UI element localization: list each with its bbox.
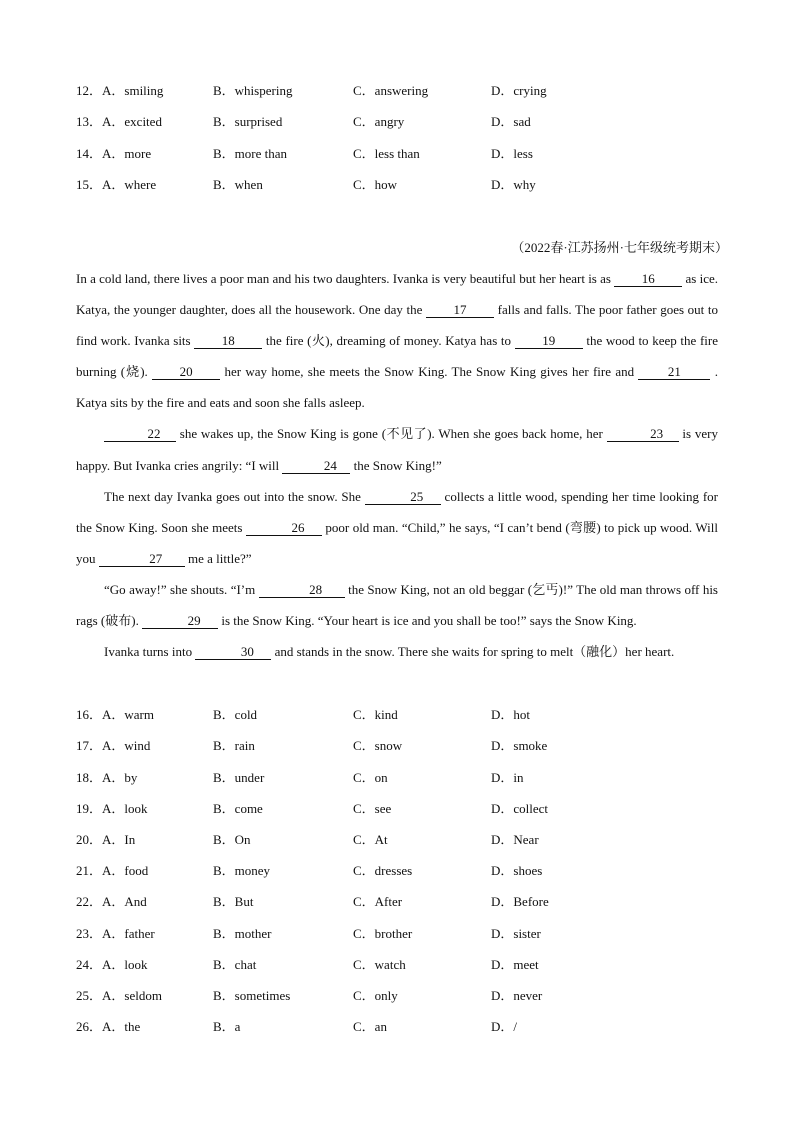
question-21-option-b: B．money xyxy=(213,863,271,878)
question-row-17 xyxy=(0,736,794,756)
question-25-option-c: C．only xyxy=(353,988,398,1003)
question-23-option-a: 23．A．father xyxy=(76,926,155,941)
question-14-option-c: C．less than xyxy=(353,146,420,161)
question-26-option-d: D．/ xyxy=(491,1019,518,1034)
question-20-option-b: B．On xyxy=(213,832,251,847)
question-13-option-d: D．sad xyxy=(491,114,531,129)
question-17-option-c: C．snow xyxy=(353,738,403,753)
passage-paragraph-4: “Go away!” she shouts. “I’m 28 the Snow King, not an old beggar (乞丐)!” The old man throws off his rags (破布). 29 is the Snow King. “Your heart is ice and you shall be too!” says the Snow King. xyxy=(76,581,718,629)
question-13-option-a: 13．A．excited xyxy=(76,114,162,129)
question-18-option-d: D．in xyxy=(491,770,524,785)
blank-24: 24 xyxy=(282,458,350,474)
question-22-option-a: 22．A．And xyxy=(76,894,147,909)
question-25-option-a: 25．A．seldom xyxy=(76,988,162,1003)
question-12-option-b: B．whispering xyxy=(213,83,293,98)
question-23-option-c: C．brother xyxy=(353,926,413,941)
question-17-option-d: D．smoke xyxy=(491,738,548,753)
question-25-option-d: D．never xyxy=(491,988,543,1003)
question-22-option-d: D．Before xyxy=(491,894,549,909)
question-26-option-b: B．a xyxy=(213,1019,241,1034)
question-24-option-d: D．meet xyxy=(491,957,539,972)
question-row-13 xyxy=(0,112,794,132)
question-19-option-c: C．see xyxy=(353,801,392,816)
blank-26: 26 xyxy=(246,520,322,536)
question-24-option-b: B．chat xyxy=(213,957,257,972)
question-18-option-b: B．under xyxy=(213,770,265,785)
blank-27: 27 xyxy=(99,551,185,567)
question-15-option-d: D．why xyxy=(491,177,536,192)
question-16-option-b: B．cold xyxy=(213,707,258,722)
blank-21: 21 xyxy=(638,364,710,380)
question-16-option-c: C．kind xyxy=(353,707,398,722)
blank-28: 28 xyxy=(259,582,345,598)
question-15-option-b: B．when xyxy=(213,177,263,192)
question-row-12 xyxy=(0,81,794,101)
question-12-option-a: 12．A．smiling xyxy=(76,83,164,98)
blank-17: 17 xyxy=(426,302,494,318)
blank-18: 18 xyxy=(194,333,262,349)
question-21-option-d: D．shoes xyxy=(491,863,543,878)
question-17-option-a: 17．A．wind xyxy=(76,738,151,753)
question-19-option-a: 19．A．look xyxy=(76,801,148,816)
question-row-14 xyxy=(0,144,794,164)
question-24-option-c: C．watch xyxy=(353,957,406,972)
blank-16: 16 xyxy=(614,271,682,287)
source-attribution: （2022春·江苏扬州·七年级统考期末） xyxy=(511,240,728,255)
question-row-15 xyxy=(0,175,794,195)
question-14-option-d: D．less xyxy=(491,146,533,161)
question-20-option-c: C．At xyxy=(353,832,388,847)
question-row-18 xyxy=(0,768,794,788)
question-21-option-c: C．dresses xyxy=(353,863,413,878)
question-24-option-a: 24．A．look xyxy=(76,957,148,972)
question-22-option-b: B．But xyxy=(213,894,254,909)
question-23-option-d: D．sister xyxy=(491,926,541,941)
question-19-option-d: D．collect xyxy=(491,801,549,816)
blank-25: 25 xyxy=(365,489,441,505)
question-row-24 xyxy=(0,955,794,975)
question-row-20 xyxy=(0,830,794,850)
question-26-option-a: 26．A．the xyxy=(76,1019,141,1034)
blank-29: 29 xyxy=(142,613,218,629)
question-row-26 xyxy=(0,1017,794,1037)
question-22-option-c: C．After xyxy=(353,894,403,909)
question-row-16 xyxy=(0,705,794,725)
question-20-option-a: 20．A．In xyxy=(76,832,136,847)
question-row-25 xyxy=(0,986,794,1006)
passage-paragraph-3: The next day Ivanka goes out into the snow. She 25 collects a little wood, spending her time looking for the Snow King. Soon she meets 26 poor old man. “Child,” he says, “I can’t bend (弯腰) to pick up wood. Will you 27 me a little?” xyxy=(76,488,718,566)
question-23-option-b: B．mother xyxy=(213,926,272,941)
question-12-option-c: C．answering xyxy=(353,83,429,98)
question-14-option-b: B．more than xyxy=(213,146,288,161)
question-13-option-b: B．surprised xyxy=(213,114,283,129)
question-18-option-a: 18．A．by xyxy=(76,770,138,785)
question-20-option-d: D．Near xyxy=(491,832,539,847)
question-16-option-a: 16．A．warm xyxy=(76,707,155,722)
question-13-option-c: C．angry xyxy=(353,114,405,129)
question-21-option-a: 21．A．food xyxy=(76,863,149,878)
passage-paragraph-1: In a cold land, there lives a poor man and his two daughters. Ivanka is very beautiful but her heart is as 16 as ice. Katya, the younger daughter, does all the housework. One day the 17 falls and falls. The poor father goes out to find work. Ivanka sits 18 the fire (火), dreaming of money. Katya has to 19 the wood to keep the fire burning (烧). 20 her way home, she meets the Snow King. The Snow King gives her fire and 21 . Katya sits by the fire and eats and soon she falls asleep. xyxy=(76,271,719,411)
blank-22: 22 xyxy=(104,426,176,442)
question-17-option-b: B．rain xyxy=(213,738,255,753)
question-16-option-d: D．hot xyxy=(491,707,531,722)
blank-30: 30 xyxy=(195,644,271,660)
question-19-option-b: B．come xyxy=(213,801,263,816)
blank-20: 20 xyxy=(152,364,220,380)
blank-19: 19 xyxy=(515,333,583,349)
question-15-option-a: 15．A．where xyxy=(76,177,157,192)
question-row-21 xyxy=(0,861,794,881)
passage-paragraph-2: 22 she wakes up, the Snow King is gone (不见了). When she goes back home, her 23 is very happy. But Ivanka cries angrily: “I will 24 the Snow King!” xyxy=(76,426,718,473)
question-26-option-c: C．an xyxy=(353,1019,387,1034)
cloze-passage xyxy=(76,263,718,667)
question-row-19 xyxy=(0,799,794,819)
question-row-23 xyxy=(0,924,794,944)
question-12-option-d: D．crying xyxy=(491,83,547,98)
question-18-option-c: C．on xyxy=(353,770,388,785)
question-15-option-c: C．how xyxy=(353,177,398,192)
passage-paragraph-5: Ivanka turns into 30 and stands in the snow. There she waits for spring to melt（融化）her heart. xyxy=(104,644,675,660)
question-14-option-a: 14．A．more xyxy=(76,146,152,161)
question-25-option-b: B．sometimes xyxy=(213,988,291,1003)
blank-23: 23 xyxy=(607,426,679,442)
question-row-22 xyxy=(0,892,794,912)
